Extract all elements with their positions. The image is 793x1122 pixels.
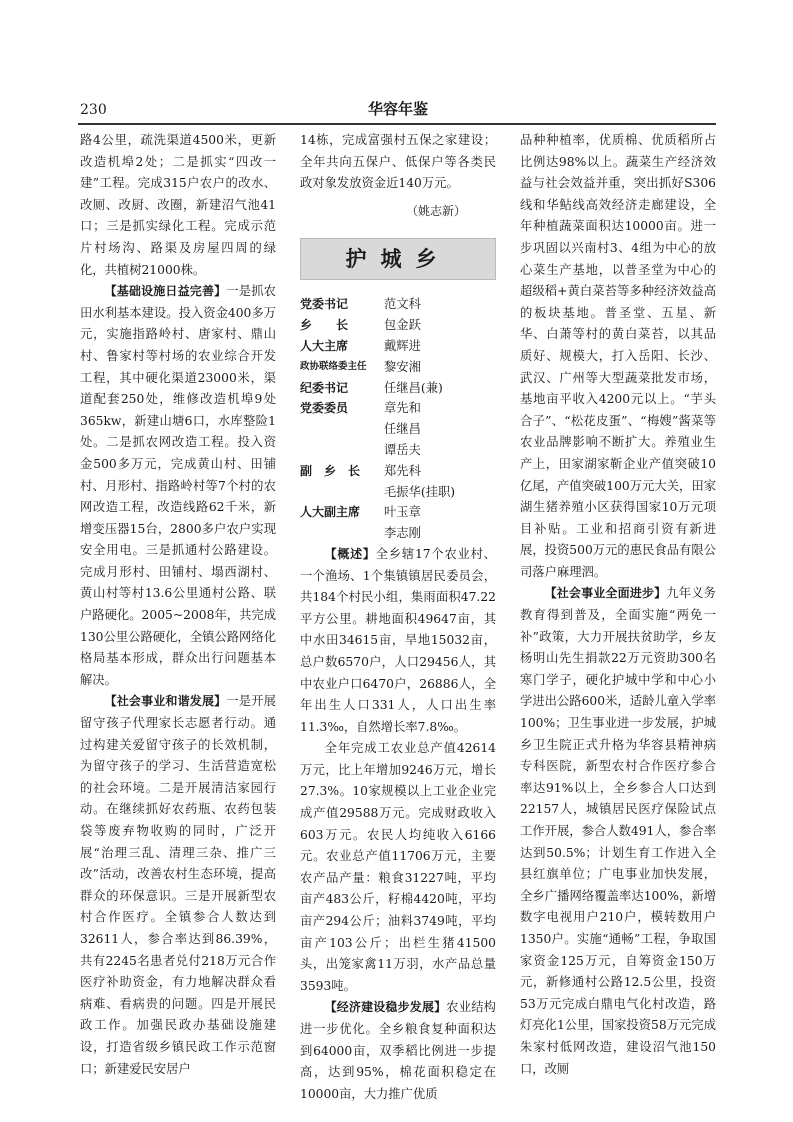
paragraph-continued: 品种种植率，优质棉、优质稻所占比例达98%以上。蔬菜生产经济效益与社会效益并重，突出抓好S306线和华鲇线高效经济走廊建设，全年种植蔬菜面积达10000亩。进一步巩固以兴南村3、4组为中心的放心菜生产基地，以普圣堂为中心的超级稻+黄白菜苔等多种经济效益高的板块基地。普圣堂、五星、新华、白萧等村的黄白菜苔，以其品质好、规模大，打入岳阳、长沙、武汉、广州等大型蔬菜批发市场，基地亩平收入4200元以上。“芋头合子”、“松花皮蛋”、“梅嫂”酱菜等农业品牌影响不断扩大。养殖业生产上，田家湖家靳企业产值突破10亿尾，产值突破100万元大关，田家湖生猪养殖小区获得国家10万元项目补贴。工业和招商引资有新进展，投资500万元的惠民食品有限公司落户麻理泗。 <box>520 133 716 579</box>
column-1 <box>80 130 276 1076</box>
leader-row: 政协联络委主任 黎安湘 <box>300 359 421 374</box>
leader-row: 副 乡 长 郑先科 毛振华(挂职) <box>300 463 456 499</box>
section-infrastructure <box>80 281 276 691</box>
section-title: 【社会事业全面进步】 <box>544 586 667 601</box>
paragraph-output: 全年完成工农业总产值42614万元，比上年增加9246万元，增长27.3%。10家规模以上工业企业完成产值29588万元。完成财政收入603万元。农民人均纯收入6166元。农业总产值11706万元，主要农产品产量：粮食31227吨，平均亩产483公斤，籽棉4420吨，平均亩产294公斤；油料3749吨，平均亩产103公斤；出栏生猪41500头，出笼家禽11万羽，水产品总量3593吨。 <box>300 741 496 993</box>
section-social-progress <box>520 583 716 1080</box>
township-title-box: 护城乡 <box>300 238 496 280</box>
header-rule <box>78 123 716 125</box>
section-text: 一是开展留守孩子代理家长志愿者行动。通过构建关爱留守孩子的长效机制，为留守孩子的学习、生活营造宽松的社会环境。二是开展清洁家园行动。在继续抓好农药瓶、农药包装袋等废弃物收购的同时，广泛开展“治理三乱、清理三杂、推广三改”活动，改善农村生态环境，提高群众的环保意识。三是开展新型农村合作医疗。全镇参合人数达到32611人，参合率达到86.39%，共有2245名患者兑付218万元合作医疗补助资金，有力地解决群众看病难、看病贵的问题。四是开展民政工作。加强民政办基础设施建设，打造省级乡镇民政工作示范窗口；新建爱民安居户 <box>80 694 276 1076</box>
page-header <box>80 96 716 126</box>
paragraph-continued: 14栋，完成富强村五保之家建设；全年共向五保户、低保户等各类民政对象发放资金近140万元。 <box>300 133 496 191</box>
page-number: 230 <box>80 102 107 118</box>
section-title: 【经济建设稳步发展】 <box>324 1000 447 1015</box>
leader-row: 乡 长 包金跃 <box>300 318 421 333</box>
section-text: 九年义务教育得到普及，全面实施“两免一补”政策，大力开展扶贫助学，乡友杨明山先生捐款22万元资助300名寒门学子，硬化护城中学和中心小学进出公路600米，适龄儿童入学率100%；卫生事业进一步发展，护城乡卫生院正式升格为华容县精神病专科医院，新型农村合作医疗参合率达91%以上，全乡参合人口达到22157人，城镇居民医疗保险试点工作开展，参合人数491人，参合率达到50.5%；计划生育工作进入全县红旗单位；广电事业加快发展，全乡广播网络覆盖率达100%，新增数字电视用户210户，模转数用户1350户。实施“通畅”工程，争取国家资金125万元，自筹资金150万元，新修通村公路12.5公里，投资53万元完成白鼎电气化村改造，路灯亮化1公里，国家投资58万元完成朱家村低网改造，建设沼气池150口，改厕 <box>520 586 716 1076</box>
author-signature: （姚志新） <box>405 203 466 218</box>
leader-row: 人大主席 戴辉进 <box>300 338 421 353</box>
section-overview <box>300 544 496 738</box>
leader-row: 党委书记 范文科 <box>300 297 421 312</box>
leader-row: 人大副主席 叶玉章 李志刚 <box>300 505 421 541</box>
section-text: 农业结构进一步优化。全乡粮食复种面积达到64000亩，双季稻比例进一步提高，达到95%，棉花面积稳定在10000亩，大力推广优质 <box>300 1000 496 1101</box>
section-social-development <box>80 691 276 1080</box>
section-title: 【社会事业和谐发展】 <box>104 694 227 709</box>
paragraph-continued: 路4公里，疏洗渠道4500米，更新改造机埠2处；二是抓实“四改一建”工程。完成315户农户的改水、改厕、改厨、改圈，新建沼气池41口；三是抓实绿化工程。完成示范片村场沟、路渠及房屋四周的绿化，共植树21000株。 <box>80 133 276 277</box>
section-text: 一是抓农田水利基本建设。投入资金400多万元，实施指路岭村、唐家村、鼎山村、鲁家村等村场的农业综合开发工程，其中硬化渠道23000米，渠道配套250处，维修改造机埠9处365kw，新建山塘6口，水库整险1处。二是抓农网改造工程。投入资金500多万元，完成黄山村、田铺村、月形村、指路岭村等7个村的农网改造工程，改造线路62千米，新增变压器15台，2800多户农户实现安全用电。三是抓通村公路建设。完成月形村、田铺村、塌西湖村、黄山村等村13.6公里通村公路、联户路硬化。2005~2008年，共完成130公里公路硬化，全镇公路网络化格局基本形成，群众出行问题基本解决。 <box>80 284 276 687</box>
leader-row: 党委委员 章先和 任继昌 谭岳夫 <box>300 401 421 457</box>
leadership-list <box>300 294 496 544</box>
section-text: 全乡辖17个农业村、一个渔场、1个集镇镇居民委员会，共184个村民小组，集雨面积47.22平方公里。耕地面积49647亩，其中水田34615亩，旱地15032亩，总户数6570户，人口29456人，其中农业户口6470户，26886人，全年出生人口331人，人口出生率11.3‰，自然增长率7.8‰。 <box>300 546 496 734</box>
section-title: 【基础设施日益完善】 <box>104 284 227 299</box>
book-title: 华容年鉴 <box>367 100 428 118</box>
column-3 <box>520 130 716 1076</box>
section-title: 【概述】 <box>324 546 376 561</box>
leader-row: 纪委书记 任继昌(兼) <box>300 380 443 395</box>
column-2 <box>300 130 496 1101</box>
section-economy <box>300 997 496 1105</box>
